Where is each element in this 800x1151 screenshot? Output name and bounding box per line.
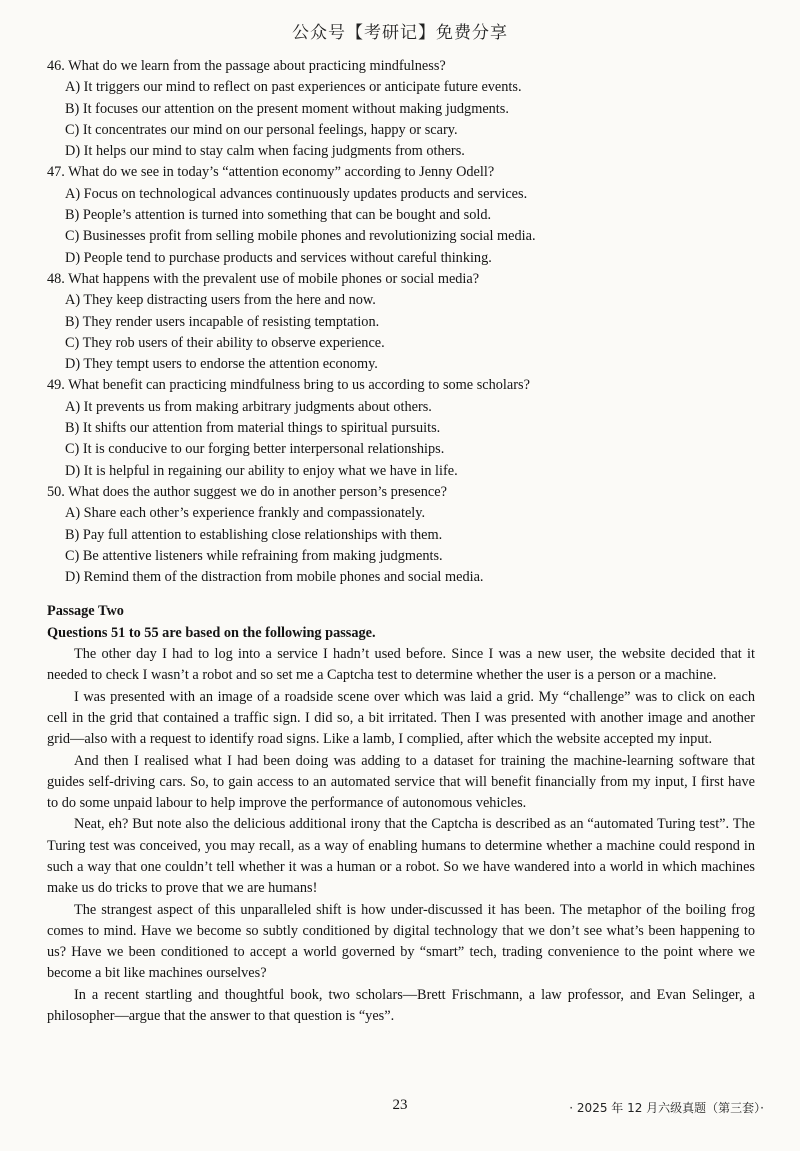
option-a: A) Share each other’s experience frankly and compassionately.	[65, 505, 426, 522]
passage-title: Passage Two	[47, 603, 124, 620]
passage-paragraph: In a recent startling and thoughtful book, two scholars—Brett Frischmann, a law professor, and Evan Selinger, a philosopher—argue that the answer to that question is “yes”.	[47, 986, 755, 1025]
option-a: A) Focus on technological advances continuously updates products and services.	[65, 185, 528, 202]
option-b: B) People’s attention is turned into something that can be bought and sold.	[65, 207, 492, 224]
question-stem: 48. What happens with the prevalent use of mobile phones or social media?	[47, 270, 480, 287]
passage-paragraph: Neat, eh? But note also the delicious additional irony that the Captcha is described as an “automated Turing test”. The Turing test was conceived, you may recall, as a way of enabling humans to determine whether a machine could respond in such a way that one couldn’t tell whether it was a human or a robot. So we have wandered into a world in which machines make us do tricks to prove that we are humans!	[47, 816, 755, 897]
question-stem: 46. What do we learn from the passage about practicing mindfulness?	[47, 58, 446, 74]
option-b: B) It focuses our attention on the present moment without making judgments.	[65, 100, 509, 117]
question-stem: 50. What does the author suggest we do in another person’s presence?	[47, 483, 447, 500]
page-number: 23	[392, 1097, 408, 1113]
passage-paragraph: The other day I had to log into a service I hadn’t used before. Since I was a new user, the website decided that it needed to check I wasn’t a robot and so set me a Captcha test to determine whether the user is a person or a machine.	[47, 646, 755, 684]
option-b: B) Pay full attention to establishing close relationships with them.	[65, 526, 443, 543]
option-b: B) It shifts our attention from material things to spiritual pursuits.	[65, 420, 441, 437]
question-stem: 47. What do we see in today’s “attention economy” according to Jenny Odell?	[47, 164, 495, 181]
question-50	[47, 482, 755, 588]
option-a: A) It prevents us from making arbitrary judgments about others.	[65, 398, 432, 415]
exam-label: · 2025 年 12 月六级真题（第三套）·	[569, 1101, 764, 1115]
passage-paragraph: I was presented with an image of a roadside scene over which was laid a grid. My “challenge” was to click on each cell in the grid that contained a traffic sign. I did so, a bit irritated. Then I was presented with another image and another grid—also with a request to identify road signs. Like a lamb, I complied, after which the website accepted my input.	[47, 688, 755, 748]
option-d: D) Remind them of the distraction from mobile phones and social media.	[65, 569, 484, 586]
option-d: D) It is helpful in regaining our ability to enjoy what we have in life.	[65, 462, 458, 479]
passage-instruction: Questions 51 to 55 are based on the following passage.	[47, 624, 376, 641]
option-c: C) It is conducive to our forging better interpersonal relationships.	[65, 441, 445, 458]
passage-paragraph: The strangest aspect of this unparalleled shift is how under-discussed it has been. The metaphor of the boiling frog comes to mind. Have we become so subtly conditioned by digital technology that we don’t see what’s been happening to us? Have we been conditioned to accept a world governed by “smart” tech, trading convenience to the point where we become a bit like machines ourselves?	[47, 901, 755, 982]
option-c: C) Businesses profit from selling mobile phones and revolutionizing social media.	[65, 228, 536, 245]
option-b: B) They render users incapable of resisting temptation.	[65, 313, 380, 330]
option-d: D) They tempt users to endorse the attention economy.	[65, 356, 378, 373]
question-46	[47, 56, 755, 162]
option-a: A) It triggers our mind to reflect on past experiences or anticipate future events.	[65, 79, 522, 96]
page-content	[47, 56, 755, 1027]
question-47	[47, 162, 755, 268]
option-d: D) People tend to purchase products and services without careful thinking.	[65, 249, 492, 266]
question-49	[47, 375, 755, 481]
option-a: A) They keep distracting users from the here and now.	[65, 292, 376, 309]
passage-paragraph: And then I realised what I had been doing was adding to a dataset for training the machine-learning software that guides self-driving cars. So, to gain access to an automated service that will benefit financially from my input, I first have to do some unpaid labour to help improve the performance of autonomous vehicles.	[47, 752, 755, 812]
watermark-header: 公众号【考研记】免费分享	[292, 23, 508, 43]
option-c: C) They rob users of their ability to observe experience.	[65, 334, 385, 351]
option-c: C) Be attentive listeners while refraining from making judgments.	[65, 547, 443, 564]
option-d: D) It helps our mind to stay calm when facing judgments from others.	[65, 143, 465, 160]
option-c: C) It concentrates our mind on our personal feelings, happy or scary.	[65, 121, 458, 138]
question-stem: 49. What benefit can practicing mindfulness bring to us according to some scholars?	[47, 377, 530, 394]
question-48	[47, 269, 755, 375]
